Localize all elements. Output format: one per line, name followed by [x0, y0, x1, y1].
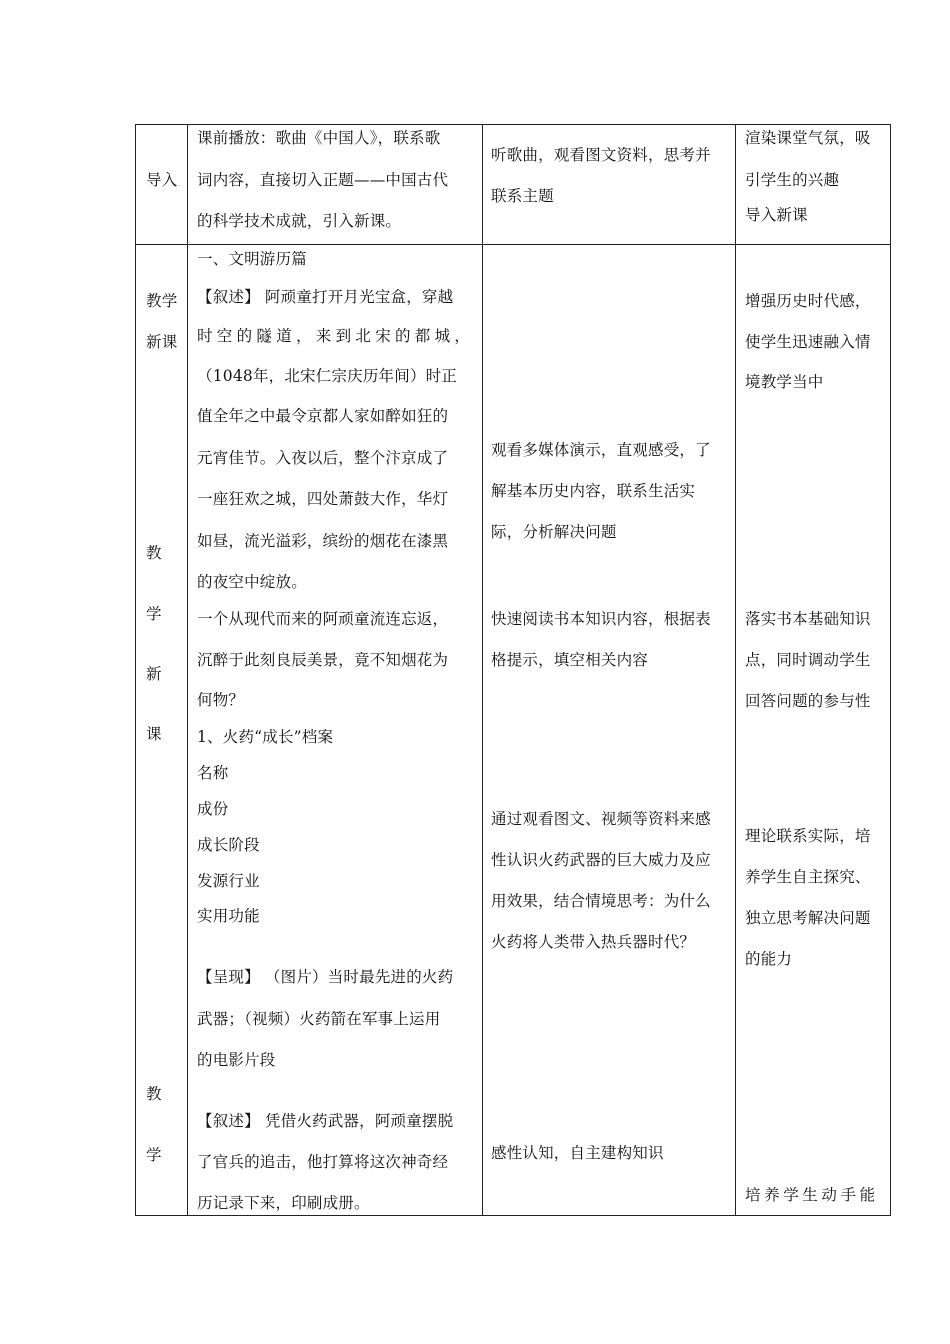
teacher-line: 武器；（视频）火药箭在军事上运用 [197, 1010, 441, 1028]
teacher-line: 历记录下来，印刷成册。 [197, 1194, 370, 1212]
purpose-line: 养学生自主探究、 [745, 868, 871, 886]
teacher-line: 值全年之中最令京都人家如醉如狂的 [197, 407, 449, 425]
stage-new-lesson: 新课 [146, 333, 178, 351]
teacher-line: 【叙述】 凭借火药武器，阿顽童摆脱 [197, 1112, 454, 1130]
stage-new-lesson: 教学 [146, 292, 178, 310]
teacher-line: 发源行业 [197, 872, 260, 890]
student-line: 火药将人类带入热兵器时代？ [491, 933, 696, 951]
column-divider [187, 124, 188, 1216]
table-border-top [135, 124, 891, 125]
purpose-line: 使学生迅速融入情 [745, 333, 871, 351]
teacher-line: 【叙述】 阿顽童打开月光宝盒，穿越 [197, 288, 454, 306]
purpose-line: 培养学生动手能 [745, 1186, 879, 1204]
purpose-line: 落实书本基础知识 [745, 610, 871, 628]
student-line: 通过观看图文、视频等资料来感 [491, 810, 711, 828]
teacher-line: 一座狂欢之城，四处萧鼓大作，华灯 [197, 490, 449, 508]
stage-char: 教 [146, 1085, 162, 1103]
stage-char: 新 [146, 665, 162, 683]
teacher-line: 实用功能 [197, 907, 260, 925]
purpose-line: 增强历史时代感， [745, 292, 871, 310]
row-divider [135, 244, 891, 245]
purpose-line: 境教学当中 [745, 373, 824, 391]
purpose-line: 理论联系实际，培 [745, 827, 871, 845]
purpose-line: 点，同时调动学生 [745, 651, 871, 669]
intro-teacher-line: 的科学技术成就，引入新课。 [197, 212, 402, 230]
table-border-bottom [135, 1215, 891, 1216]
stage-char: 课 [146, 725, 162, 743]
column-divider [735, 124, 736, 1216]
stage-intro: 导入 [146, 171, 178, 189]
purpose-line: 回答问题的参与性 [745, 692, 871, 710]
student-line: 感性认知，自主建构知识 [491, 1144, 664, 1162]
teacher-line: 1、火药“成长”档案 [197, 728, 334, 746]
teacher-line: （1048年，北宋仁宗庆历年间）时正 [197, 367, 458, 385]
student-line: 快速阅读书本知识内容，根据表 [491, 610, 711, 628]
teacher-line: 沉醉于此刻良辰美景，竟不知烟花为 [197, 651, 449, 669]
column-divider [482, 124, 483, 1216]
intro-teacher-line: 词内容，直接切入正题——中国古代 [197, 171, 449, 189]
teacher-line: 成长阶段 [197, 836, 260, 854]
intro-student-line: 听歌曲，观看图文资料，思考并 [491, 146, 711, 164]
intro-student-line: 联系主题 [491, 187, 554, 205]
purpose-line: 独立思考解决问题 [745, 909, 871, 927]
table-border-right [890, 124, 891, 1216]
teacher-line: 一、文明游历篇 [197, 250, 307, 268]
student-line: 观看多媒体演示，直观感受，了 [491, 441, 711, 459]
table-border-left [135, 124, 136, 1216]
teacher-line: 名称 [197, 764, 229, 782]
teacher-line: 了官兵的追击，他打算将这次神奇经 [197, 1153, 449, 1171]
teacher-line: 如昼，流光溢彩，缤纷的烟花在漆黑 [197, 532, 449, 550]
student-line: 性认识火药武器的巨大威力及应 [491, 851, 711, 869]
student-line: 用效果，结合情境思考：为什么 [491, 892, 711, 910]
teacher-line: 成份 [197, 800, 229, 818]
teacher-line: 一个从现代而来的阿顽童流连忘返， [197, 610, 449, 628]
intro-purpose-line: 导入新课 [745, 206, 808, 224]
student-line: 际，分析解决问题 [491, 523, 617, 541]
intro-purpose-line: 引学生的兴趣 [745, 171, 840, 189]
teacher-line: 【呈现】 （图片）当时最先进的火药 [197, 968, 454, 986]
student-line: 解基本历史内容，联系生活实 [491, 482, 696, 500]
intro-teacher-line: 课前播放：歌曲《中国人》，联系歌 [197, 129, 441, 147]
teacher-line: 的夜空中绽放。 [197, 573, 307, 591]
teacher-line: 时空的隧道，来到北宋的都城， [197, 327, 475, 345]
teacher-line: 的电影片段 [197, 1051, 276, 1069]
intro-purpose-line: 渲染课堂气氛，吸 [745, 129, 871, 147]
stage-char: 学 [146, 605, 162, 623]
teacher-line: 何物？ [197, 691, 245, 709]
stage-char: 学 [146, 1146, 162, 1164]
stage-char: 教 [146, 544, 162, 562]
purpose-line: 的能力 [745, 950, 793, 968]
student-line: 格提示，填空相关内容 [491, 651, 649, 669]
teacher-line: 元宵佳节。入夜以后，整个汴京成了 [197, 449, 449, 467]
